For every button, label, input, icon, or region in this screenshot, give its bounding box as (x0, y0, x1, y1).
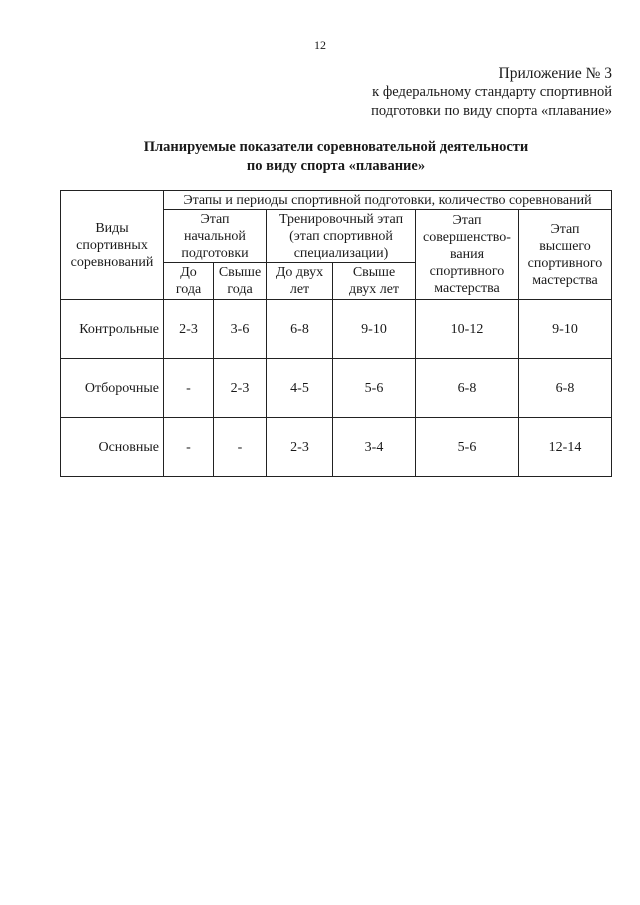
value-cell: 6-8 (519, 359, 612, 418)
header-line: соревнований (70, 254, 154, 270)
appendix-number: Приложение № 3 (498, 65, 612, 82)
value-cell: - (164, 418, 214, 477)
header-line: года (175, 282, 202, 297)
header-line: двух лет (348, 282, 400, 297)
header-line: Этап (550, 221, 580, 237)
header-line: Тренировочный этап (278, 211, 404, 227)
training-stage-header (267, 210, 416, 263)
header-line: Виды (95, 220, 129, 236)
header-line: спортивных (76, 237, 148, 253)
document-title (0, 138, 640, 176)
training-over-two-years-header (333, 263, 416, 300)
competition-type-cell: Отборочные (61, 359, 164, 418)
appendix-reference: к федеральному стандарту спортивной (372, 84, 612, 100)
header-line: До двух (275, 265, 324, 280)
title-line-2: по виду спорта «плавание» (246, 158, 426, 174)
table-row (61, 359, 612, 418)
header-line: начальной (184, 228, 246, 244)
header-line: (этап спортивной (289, 228, 393, 244)
stages-group-header: Этапы и периоды спортивной подготовки, количество соревнований (164, 191, 612, 210)
value-cell: 2-3 (267, 418, 333, 477)
title-line-1: Планируемые показатели соревновательной деятельности (143, 139, 529, 155)
value-cell: 5-6 (416, 418, 519, 477)
appendix-header (371, 64, 612, 121)
competition-table (60, 190, 612, 477)
higher-stage-header (519, 210, 612, 300)
value-cell: 4-5 (267, 359, 333, 418)
value-cell: 9-10 (519, 300, 612, 359)
value-cell: 2-3 (214, 359, 267, 418)
table-row (61, 300, 612, 359)
header-line: мастерства (434, 281, 500, 296)
value-cell: 5-6 (333, 359, 416, 418)
header-line: Этап (452, 213, 482, 228)
value-cell: 2-3 (164, 300, 214, 359)
value-cell: 3-6 (214, 300, 267, 359)
header-line: Свыше (218, 265, 262, 280)
header-line: специализации) (293, 245, 389, 261)
header-line: подготовки (181, 245, 249, 261)
value-cell: 9-10 (333, 300, 416, 359)
header-line: лет (289, 282, 310, 297)
value-cell: - (164, 359, 214, 418)
initial-up-to-year-header (164, 263, 214, 300)
initial-stage-header (164, 210, 267, 263)
header-line: вания (449, 247, 485, 262)
header-line: мастерства (532, 272, 598, 288)
header-line: Этап (200, 211, 230, 227)
header-line: года (227, 282, 253, 297)
value-cell: 6-8 (416, 359, 519, 418)
value-cell: 3-4 (333, 418, 416, 477)
header-line: высшего (539, 238, 591, 254)
header-line: спортивного (527, 255, 603, 271)
competition-type-cell: Контрольные (61, 300, 164, 359)
improvement-stage-header (416, 210, 519, 300)
page-number: 12 (314, 38, 326, 52)
value-cell: - (214, 418, 267, 477)
competition-type-header (61, 191, 164, 300)
value-cell: 10-12 (416, 300, 519, 359)
competition-type-cell: Основные (61, 418, 164, 477)
header-line: спортивного (429, 264, 505, 279)
header-line: совершенство- (423, 230, 511, 245)
header-line: До (180, 265, 197, 280)
training-up-to-two-years-header (267, 263, 333, 300)
header-line: Свыше (352, 265, 396, 280)
appendix-sport: подготовки по виду спорта «плавание» (371, 103, 612, 119)
table-row (61, 418, 612, 477)
initial-over-year-header (214, 263, 267, 300)
value-cell: 6-8 (267, 300, 333, 359)
value-cell: 12-14 (519, 418, 612, 477)
